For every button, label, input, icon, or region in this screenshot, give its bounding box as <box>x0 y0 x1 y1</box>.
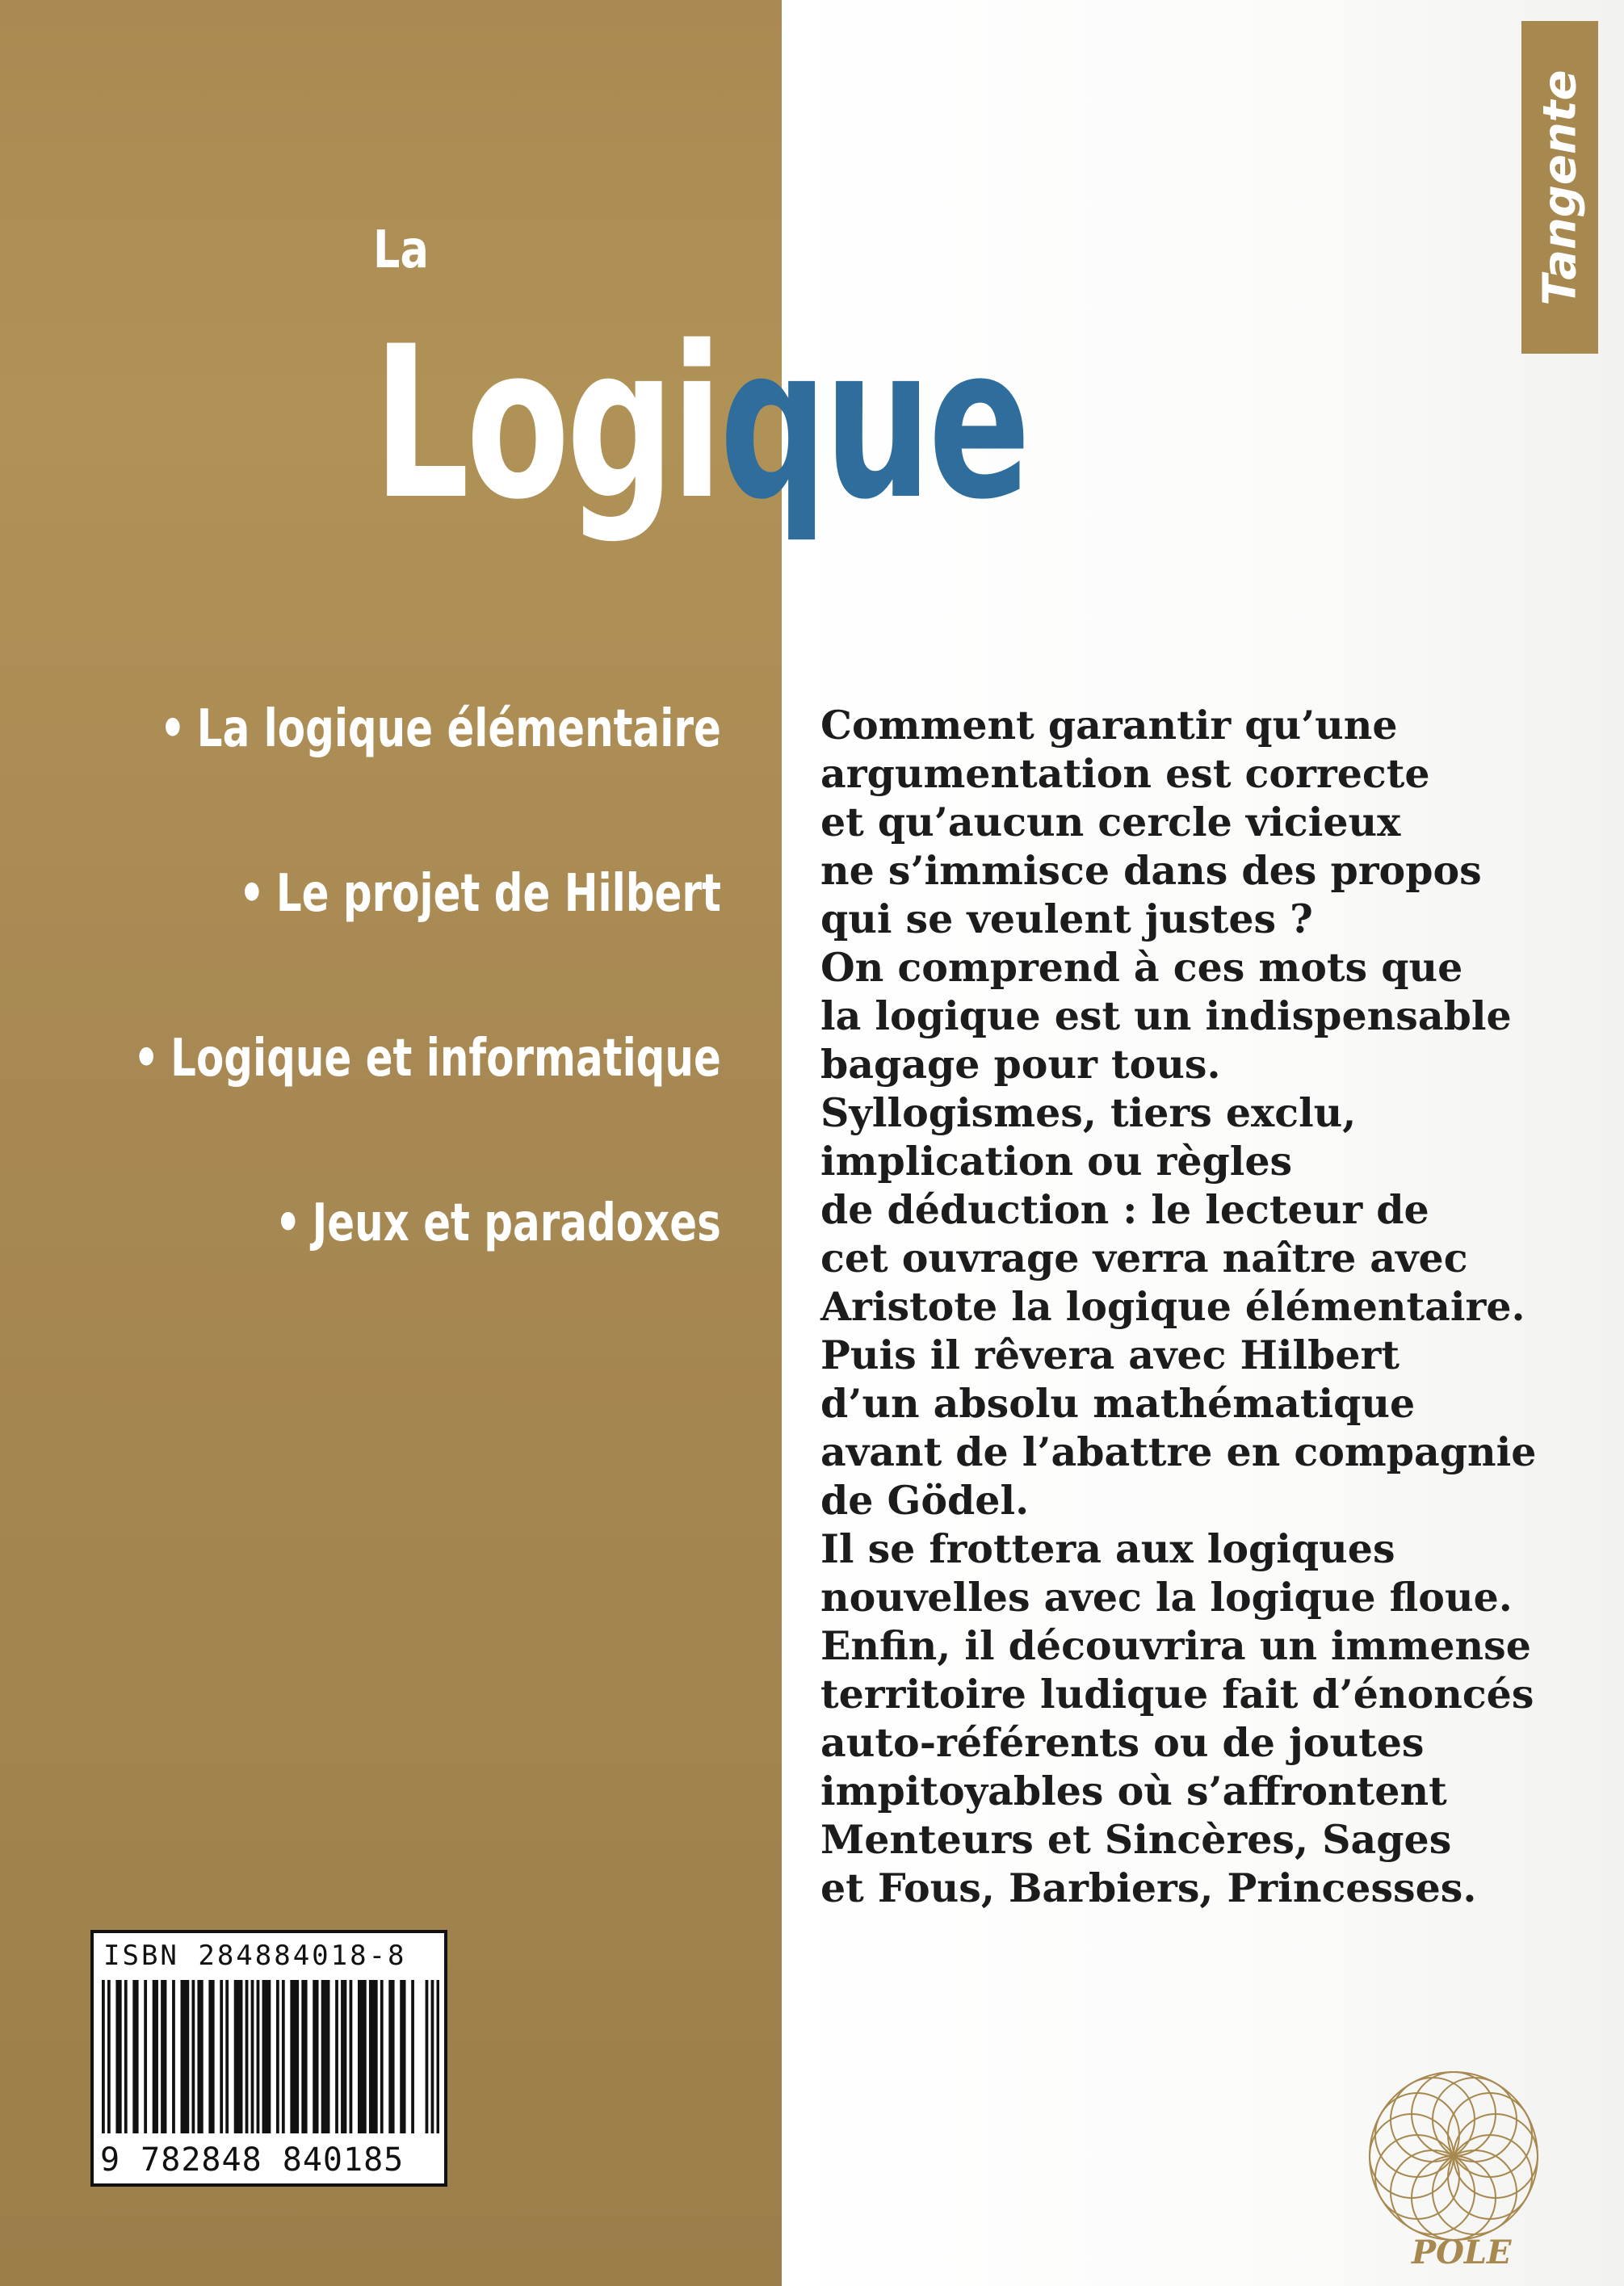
rosette-icon <box>1365 2067 1542 2245</box>
publisher-name: POLE <box>1412 2234 1512 2271</box>
barcode-bar <box>426 1980 429 2133</box>
barcode-bar <box>313 1980 316 2133</box>
barcode-bar <box>144 1980 147 2133</box>
barcode-bar <box>200 1980 204 2133</box>
topic-label: La logique élémentaire <box>196 699 722 759</box>
blurb-line: implication ou règles <box>820 1138 1293 1185</box>
blurb-line: ne s’immisce dans des propos <box>820 847 1482 894</box>
barcode-bar <box>431 1980 434 2133</box>
barcode-bar <box>164 1980 167 2133</box>
barcode-bar <box>136 1980 139 2133</box>
blurb-line: la logique est un indispensable <box>820 992 1512 1039</box>
barcode-bar <box>161 1980 164 2133</box>
barcode-bars <box>102 1980 439 2133</box>
barcode-bar <box>276 1980 279 2133</box>
blurb-line: Il se frottera aux logiques <box>820 1525 1395 1572</box>
barcode-bar <box>358 1980 361 2133</box>
barcode-bar <box>212 1980 215 2133</box>
topic-label: Jeux et paradoxes <box>312 1193 721 1253</box>
barcode-bar <box>380 1980 384 2133</box>
barcode-bar <box>187 1980 190 2133</box>
barcode-bar <box>191 1980 195 2133</box>
topic-label: Le projet de Hilbert <box>276 864 721 924</box>
barcode-bar <box>344 1980 347 2133</box>
barcode-bar <box>304 1980 308 2133</box>
barcode-bar <box>371 1980 375 2133</box>
topic-item <box>133 1193 721 1357</box>
blurb-line: et Fous, Barbiers, Princesses. <box>820 1864 1477 1911</box>
barcode-bar <box>124 1980 128 2133</box>
blurb-line: Enfin, il découvrira un immense <box>820 1622 1531 1669</box>
barcode-bar <box>392 1980 395 2133</box>
blurb-line: Puis il rêvera avec Hilbert <box>820 1332 1399 1378</box>
barcode-bar <box>400 1980 403 2133</box>
barcode-bar <box>375 1980 378 2133</box>
blurb-line: nouvelles avec la logique floue. <box>820 1574 1513 1621</box>
blurb-line: qui se veulent justes ? <box>820 896 1313 942</box>
blurb-line: Aristote la logique élémentaire. <box>820 1283 1525 1330</box>
blurb-line: auto-référents ou de joutes <box>820 1719 1425 1766</box>
series-tab-label-wrap <box>1521 21 1598 354</box>
topic-list <box>0 698 721 1357</box>
barcode-bar <box>208 1980 212 2133</box>
isbn-barcode <box>90 1930 447 2187</box>
topic-label: Logique et informatique <box>170 1029 721 1088</box>
barcode-bar <box>403 1980 406 2133</box>
barcode-bar <box>268 1980 271 2133</box>
barcode-bar <box>234 1980 237 2133</box>
barcode-bar <box>107 1980 111 2133</box>
barcode-bar <box>301 1980 304 2133</box>
barcode-bar <box>296 1980 299 2133</box>
barcode-bar <box>293 1980 296 2133</box>
barcode-bar <box>102 1980 105 2133</box>
blurb-line: Menteurs et Sincères, Sages <box>820 1816 1452 1863</box>
blurb-line: territoire ludique fait d’énoncés <box>820 1671 1534 1718</box>
bullet-icon: • <box>275 1193 301 1253</box>
barcode-bar <box>257 1980 260 2133</box>
barcode-bar <box>245 1980 249 2133</box>
barcode-bar <box>240 1980 243 2133</box>
blurb-line: Syllogismes, tiers exclu, <box>820 1089 1357 1136</box>
topic-item <box>133 1028 721 1193</box>
title-article: La <box>373 220 429 280</box>
barcode-bar <box>335 1980 338 2133</box>
blurb-line: cet ouvrage verra naître avec <box>820 1235 1468 1281</box>
bullet-icon: • <box>239 864 266 924</box>
isbn-label: ISBN 284884018-8 <box>103 1940 407 1972</box>
book-title <box>373 302 1028 546</box>
title-part-white: Logi <box>373 302 720 546</box>
barcode-bar <box>251 1980 254 2133</box>
barcode-bar <box>341 1980 344 2133</box>
title-part-blue: que <box>719 302 1028 546</box>
barcode-bar <box>237 1980 240 2133</box>
barcode-bar <box>119 1980 122 2133</box>
barcode-bar <box>388 1980 392 2133</box>
blurb-line: impitoyables où s’affrontent <box>820 1768 1447 1814</box>
blurb-line: bagage pour tous. <box>820 1041 1221 1088</box>
barcode-bar <box>225 1980 229 2133</box>
blurb-line: avant de l’abattre en compagnie <box>820 1428 1537 1475</box>
barcode-bar <box>172 1980 175 2133</box>
blurb-line: Comment garantir qu’une <box>820 702 1398 749</box>
series-tab-label: Tangente <box>1534 69 1586 305</box>
barcode-bar <box>316 1980 319 2133</box>
bullet-icon: • <box>160 699 186 759</box>
barcode-bar <box>369 1980 372 2133</box>
barcode-bar <box>197 1980 200 2133</box>
blurb-line: et qu’aucun cercle vicieux <box>820 799 1401 845</box>
topic-item <box>133 863 721 1028</box>
blurb-line: de Gödel. <box>820 1477 1030 1524</box>
back-cover-blurb <box>820 701 1537 1912</box>
barcode-bar <box>350 1980 353 2133</box>
barcode-bar <box>115 1980 119 2133</box>
barcode-bar <box>153 1980 156 2133</box>
ean-digits: 9 782848 840185 <box>100 2141 405 2179</box>
barcode-bar <box>437 1980 439 2133</box>
barcode-bar <box>183 1980 187 2133</box>
barcode-bar <box>321 1980 325 2133</box>
barcode-bar <box>290 1980 293 2133</box>
blurb-line: de déduction : le lecteur de <box>820 1186 1429 1233</box>
barcode-bar <box>411 1980 414 2133</box>
barcode-bar <box>282 1980 285 2133</box>
blurb-line: d’un absolu mathématique <box>820 1380 1416 1427</box>
barcode-bar <box>155 1980 158 2133</box>
barcode-bar <box>220 1980 223 2133</box>
barcode-bar <box>363 1980 367 2133</box>
barcode-bar <box>262 1980 266 2133</box>
barcode-bar <box>265 1980 268 2133</box>
bullet-icon: • <box>133 1029 160 1088</box>
barcode-bar <box>132 1980 136 2133</box>
barcode-bar <box>181 1980 184 2133</box>
barcode-bar <box>327 1980 330 2133</box>
blurb-line: argumentation est correcte <box>820 750 1430 797</box>
barcode-bar <box>324 1980 327 2133</box>
blurb-line: On comprend à ces mots que <box>820 944 1463 991</box>
barcode-bar <box>360 1980 363 2133</box>
topic-item <box>133 698 721 863</box>
